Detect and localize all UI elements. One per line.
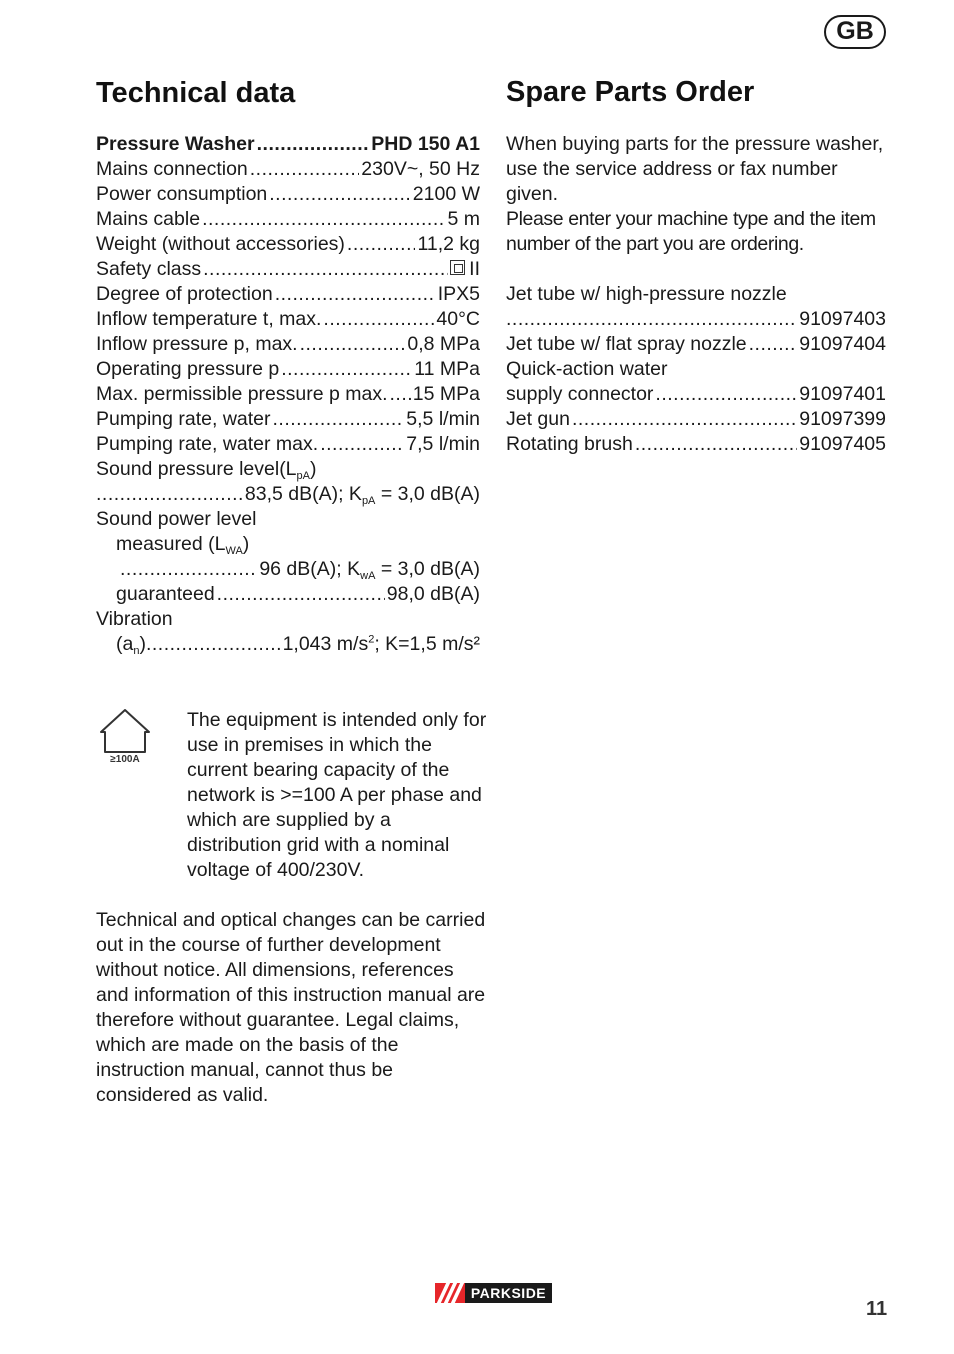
- part-label: Jet tube w/ high-pressure nozzle: [506, 283, 787, 305]
- spec-value: 5,5 l/min: [406, 408, 480, 430]
- spec-label: Inflow temperature t, max.: [96, 308, 322, 330]
- parkside-logo: [435, 1283, 552, 1303]
- spec-row: [96, 357, 480, 382]
- spec-label: Weight (without accessories): [96, 233, 345, 255]
- sound-power-measured-value-row: [96, 557, 480, 582]
- part-row: [506, 307, 886, 332]
- premises-note: The equipment is intended only for use in premises in which the current bearing capacity of the network is >=100 A per phase and which are supplied by a distribution grid with a nominal voltage of 400/230V.: [187, 709, 487, 881]
- spec-label: Degree of protection: [96, 283, 273, 305]
- spec-row: [96, 382, 480, 407]
- safety-class-icon: [450, 260, 465, 275]
- spare-parts-instruction: Please enter your machine type and the item number of the part you are ordering.: [506, 208, 876, 255]
- part-row: [506, 332, 886, 357]
- part-label: Jet tube w/ flat spray nozzle: [506, 333, 747, 355]
- spec-value: PHD 150 A1: [371, 133, 480, 155]
- spec-row: [96, 207, 480, 232]
- spec-label: Mains connection: [96, 158, 248, 180]
- page-number: 11: [866, 1298, 888, 1320]
- part-label: Jet gun: [506, 408, 570, 430]
- sound-power-measured-label: measured $(L_{WA})$: [116, 533, 250, 557]
- spec-row: [96, 232, 480, 257]
- spec-value: 83,5 dB(A); $K_{pA} = 3,0$ dB(A): [244, 483, 480, 507]
- technical-data-list: [96, 132, 480, 657]
- spec-value: 15 MPa: [412, 383, 480, 405]
- spec-label: Pressure Washer: [96, 133, 255, 155]
- spec-label: Pumping rate, water: [96, 408, 271, 430]
- language-badge: GB: [824, 15, 886, 49]
- house-icon-label: ≥100A: [110, 754, 140, 765]
- technical-data-title: Technical data: [96, 77, 296, 109]
- spec-label: guaranteed: [116, 583, 215, 605]
- spec-value: 1,043 $m/s^2$; K=1,5 m/s²: [282, 633, 480, 655]
- spec-label: Pumping rate, water max.: [96, 433, 319, 455]
- sound-pressure-value-row: [96, 482, 480, 507]
- spec-label: Mains cable: [96, 208, 201, 230]
- sound-pressure-label: Sound pressure $level(L_{pA})$: [96, 458, 317, 482]
- part-label: supply connector: [506, 383, 654, 405]
- spec-value: 98,0 dB(A): [386, 583, 480, 605]
- part-row: [506, 407, 886, 432]
- spec-row: [96, 307, 480, 332]
- spec-row: [96, 332, 480, 357]
- spec-value: 7,5 l/min: [406, 433, 480, 455]
- part-number: 91097404: [799, 333, 886, 355]
- sound-power-guaranteed-row: [96, 582, 480, 607]
- part-row: [506, 382, 886, 407]
- spec-value: 40°C: [436, 308, 480, 330]
- brand-name: PARKSIDE: [465, 1283, 552, 1303]
- spec-label: Operating pressure p: [96, 358, 280, 380]
- part-number: 91097405: [799, 433, 886, 455]
- part-number: 91097399: [799, 408, 886, 430]
- spec-row-product: [96, 132, 480, 157]
- part-label: Rotating brush: [506, 433, 633, 455]
- part-row: [506, 432, 886, 457]
- spec-label: Safety class: [96, 258, 202, 280]
- spec-value: II: [469, 258, 480, 280]
- sound-power-label: Sound power level: [96, 508, 257, 530]
- part-number: 91097403: [799, 308, 886, 330]
- changes-disclaimer: Technical and optical changes can be carried out in the course of further development without notice. All dimensions, references and information of this instruction manual are therefore without guarantee. Legal claims, which are made on the basis of the instruction manual, cannot thus be considered as valid.: [96, 909, 486, 1106]
- vibration-label: Vibration: [96, 608, 173, 630]
- spec-row: [96, 257, 480, 282]
- spec-value: 11 MPa: [414, 358, 480, 380]
- spec-row: [96, 407, 480, 432]
- spare-parts-intro: When buying parts for the pressure washer, use the service address or fax number given.: [506, 133, 884, 205]
- spare-parts-section: [506, 132, 886, 457]
- spec-label: Power consumption: [96, 183, 268, 205]
- spare-parts-title: Spare Parts Order: [506, 76, 755, 108]
- spec-label: Max. permissible pressure p max.: [96, 383, 388, 405]
- vibration-value-row: [96, 632, 480, 657]
- spec-row: [96, 432, 480, 457]
- spec-row: [96, 157, 480, 182]
- spec-value: 2100 W: [412, 183, 480, 205]
- house-icon: [99, 708, 151, 766]
- spec-value: 230V~, 50 Hz: [361, 158, 480, 180]
- part-label: Quick-action water: [506, 358, 668, 380]
- spec-row: [96, 182, 480, 207]
- spec-value: 96 dB(A); $K_{wA} = 3,0$ dB(A): [259, 558, 480, 582]
- spec-value: IPX5: [437, 283, 480, 305]
- logo-stripes: [435, 1283, 465, 1303]
- spec-label: Inflow pressure p, max.: [96, 333, 298, 355]
- spec-label: $(a_n)$: [116, 633, 146, 657]
- spec-value: 0,8 MPa: [407, 333, 480, 355]
- spec-value: 5 m: [447, 208, 480, 230]
- spec-row: [96, 282, 480, 307]
- spec-rows: [96, 157, 480, 457]
- spec-value: 11,2 kg: [417, 233, 480, 255]
- part-number: 91097401: [799, 383, 886, 405]
